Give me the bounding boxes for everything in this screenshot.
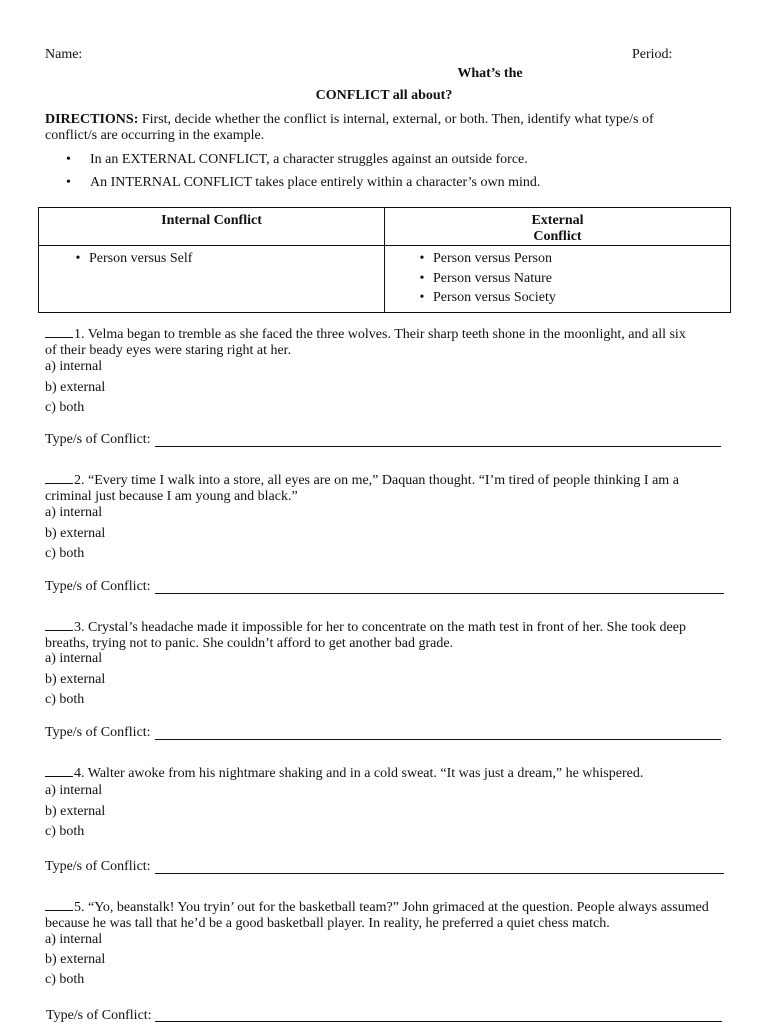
- option-a[interactable]: a) internal: [45, 505, 103, 520]
- option-c[interactable]: c) both: [45, 546, 85, 561]
- type-of-conflict-answer-line[interactable]: [155, 593, 724, 594]
- bullet-icon: •: [66, 152, 71, 167]
- answer-blank[interactable]: [45, 898, 73, 911]
- answer-blank[interactable]: [45, 764, 73, 777]
- directions-bullet-internal: [66, 175, 540, 191]
- question-text: “Yo, beanstalk! You tryin’ out for the basketball team?” John grimaced at the question. People always assumed because he was tall that he’d be a good basketball player. In reality, he preferred a quiet chess match.: [45, 900, 709, 931]
- option-a[interactable]: a) internal: [45, 651, 103, 666]
- internal-conflict-header: Internal Conflict: [39, 208, 385, 246]
- directions-paragraph: [45, 112, 655, 144]
- question-number: 4.: [74, 766, 85, 781]
- option-b[interactable]: b) external: [45, 672, 106, 687]
- list-item: [411, 269, 730, 289]
- option-a[interactable]: a) internal: [45, 359, 103, 374]
- type-of-conflict-answer-line[interactable]: [155, 446, 721, 447]
- question-text: Walter awoke from his nightmare shaking and in a cold sweat. “It was just a dream,” he whispered.: [84, 766, 644, 781]
- question-1: [45, 325, 690, 359]
- question-number: 5.: [74, 900, 85, 915]
- bullet-icon: •: [66, 175, 71, 190]
- external-conflict-header: [385, 208, 731, 246]
- external-conflict-cell: [385, 246, 731, 313]
- list-item-text: Person versus Self: [89, 251, 193, 266]
- type-of-conflict-label: Type/s of Conflict:: [45, 579, 151, 594]
- option-c[interactable]: c) both: [45, 400, 85, 415]
- question-number: 1.: [74, 327, 85, 342]
- type-of-conflict-label: Type/s of Conflict:: [45, 725, 151, 740]
- answer-blank[interactable]: [45, 471, 73, 484]
- bullet-icon: •: [75, 251, 81, 266]
- option-b[interactable]: b) external: [45, 526, 106, 541]
- question-text: Crystal’s headache made it impossible for her to concentrate on the math test in front of her. She took deep breaths, trying not to panic. She couldn’t afford to get another bad grade.: [45, 620, 686, 651]
- type-of-conflict-label: Type/s of Conflict:: [46, 1008, 152, 1023]
- list-item: [411, 288, 730, 308]
- question-text: Velma began to tremble as she faced the three wolves. Their sharp teeth shone in the moonlight, and all six of their beady eyes were staring right at her.: [45, 327, 686, 358]
- answer-blank[interactable]: [45, 325, 73, 338]
- question-5: [45, 898, 720, 932]
- type-of-conflict-answer-line[interactable]: [155, 1021, 722, 1022]
- option-a[interactable]: a) internal: [45, 783, 103, 798]
- option-c[interactable]: c) both: [45, 692, 85, 707]
- external-conflict-header-text: External Conflict: [531, 213, 584, 244]
- question-number: 2.: [74, 473, 85, 488]
- question-4: [45, 764, 725, 782]
- option-b[interactable]: b) external: [45, 804, 106, 819]
- bullet-icon: •: [419, 270, 425, 286]
- bullet-icon: •: [419, 290, 425, 305]
- question-3: [45, 618, 690, 652]
- question-number: 3.: [74, 620, 85, 635]
- name-label: Name:: [45, 47, 83, 62]
- directions-bullet-external: [66, 152, 528, 168]
- question-2: [45, 471, 685, 505]
- directions-label: DIRECTIONS:: [45, 112, 139, 127]
- option-a[interactable]: a) internal: [45, 932, 103, 947]
- period-label: Period:: [632, 47, 673, 62]
- conflict-types-table: [38, 207, 731, 313]
- type-of-conflict-answer-line[interactable]: [155, 739, 721, 740]
- type-of-conflict-label: Type/s of Conflict:: [45, 859, 151, 874]
- option-c[interactable]: c) both: [45, 972, 85, 987]
- type-of-conflict-label: Type/s of Conflict:: [45, 432, 151, 447]
- list-item-text: Person versus Nature: [433, 270, 552, 286]
- bullet-text: In an EXTERNAL CONFLICT, a character struggles against an outside force.: [90, 152, 528, 167]
- list-item-text: Person versus Person: [433, 251, 552, 266]
- option-b[interactable]: b) external: [45, 952, 106, 967]
- bullet-icon: •: [419, 251, 425, 266]
- internal-conflict-cell: [39, 246, 385, 313]
- list-item: [411, 249, 730, 269]
- question-text: “Every time I walk into a store, all eyes are on me,” Daquan thought. “I’m tired of people thinking I am a criminal just because I am young and black.”: [45, 473, 679, 504]
- list-item: [67, 249, 384, 269]
- list-item-text: Person versus Society: [433, 290, 556, 305]
- option-c[interactable]: c) both: [45, 824, 85, 839]
- directions-text: First, decide whether the conflict is internal, external, or both. Then, identify what type/s of conflict/s are occurring in the example.: [45, 112, 654, 143]
- title-line-2: CONFLICT all about?: [315, 88, 453, 103]
- type-of-conflict-answer-line[interactable]: [155, 873, 724, 874]
- answer-blank[interactable]: [45, 618, 73, 631]
- option-b[interactable]: b) external: [45, 380, 106, 395]
- title-line-1: What’s the: [457, 66, 523, 81]
- bullet-text: An INTERNAL CONFLICT takes place entirely within a character’s own mind.: [90, 175, 541, 190]
